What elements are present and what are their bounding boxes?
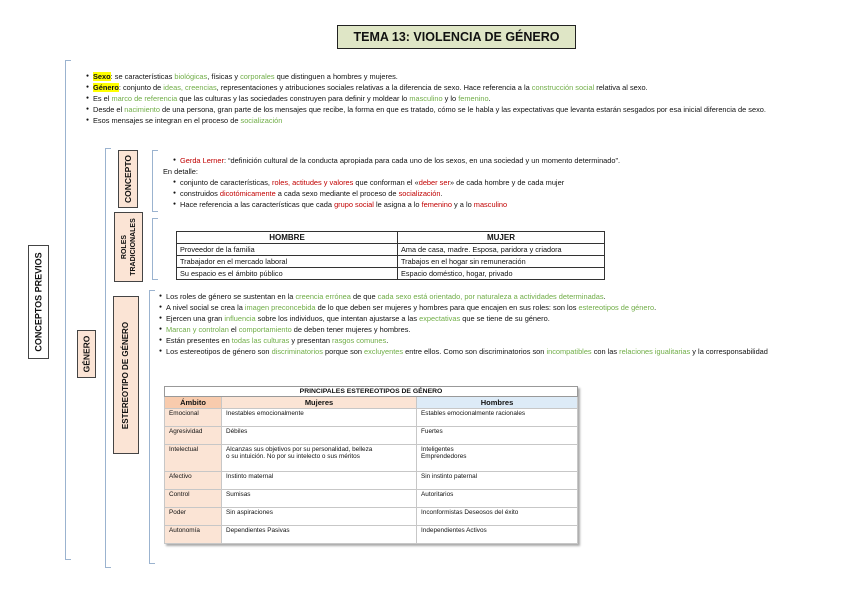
roles-label-2: TRADICIONALES: [129, 218, 137, 276]
list-item: ● Desde el nacimiento de una persona, gran parte de los mensajes que recibe, la forma en que es tratado, cómo se le habla y las expectativas que levanta estarán sesgados por esa inicial diferencia de sexo.: [86, 104, 816, 115]
list-item: ● Es el marco de referencia que las culturas y las sociedades construyen para definir y moldear lo masculino y lo femenino.: [86, 93, 816, 104]
estereotipos-table: [164, 386, 578, 544]
table-row: [165, 409, 578, 427]
estereotipo-brace: [149, 290, 150, 564]
list-item: ● Ejercen una gran influencia sobre los individuos, que intentan ajustarse a las expectativas que se tiene de su género.: [159, 313, 819, 324]
table-row: [165, 508, 578, 526]
list-item: ● Los roles de género se sustentan en la creencia errónea de que cada sexo está orientado, por naturaleza a actividades determinadas.: [159, 291, 819, 302]
table-row: Trabajador en el mercado laboral Trabajos en el hogar sin remuneración: [177, 256, 605, 268]
concepto-content: [163, 155, 803, 210]
cell-hombres: Sin instinto paternal: [417, 472, 578, 490]
list-item: ● Gerda Lerner: “definición cultural de la conducta apropiada para cada uno de los sexos, en una sociedad y un momento determinado”.: [173, 155, 803, 166]
header-ambito: Ámbito: [165, 397, 222, 409]
cell-mujeres: Sin aspiraciones: [222, 508, 417, 526]
cell-mujeres: Instinto maternal: [222, 472, 417, 490]
cell-ambito: Autonomía: [165, 526, 222, 544]
concepto-brace: [152, 150, 153, 212]
cell-mujeres: Dependientes Pasivas: [222, 526, 417, 544]
main-brace: [65, 60, 66, 560]
detail-label: En detalle:: [163, 167, 198, 176]
genero-label: GÉNERO: [81, 335, 92, 373]
table-row: [165, 427, 578, 445]
cell-ambito: Control: [165, 490, 222, 508]
page-title: TEMA 13: VIOLENCIA DE GÉNERO: [337, 25, 576, 49]
roles-brace: [152, 218, 153, 280]
cell-ambito: Poder: [165, 508, 222, 526]
table-header-row: [165, 397, 578, 409]
list-item: ● Hace referencia a las características que cada grupo social le asigna a lo femenino y a lo masculino: [173, 199, 803, 210]
roles-box: [114, 212, 143, 282]
table-row: Proveedor de la familia Ama de casa, madre. Esposa, paridora y criadora: [177, 244, 605, 256]
cell-hombres: Autoritarios: [417, 490, 578, 508]
concepto-box: [118, 150, 138, 208]
cell-hombres: Estables emocionalmente racionales: [417, 409, 578, 427]
header-mujeres: Mujeres: [222, 397, 417, 409]
cell-hombres: Inteligentes Emprendedores: [417, 445, 578, 472]
table-row: [165, 526, 578, 544]
cell-ambito: Agresividad: [165, 427, 222, 445]
header-hombre: HOMBRE: [177, 232, 398, 244]
table-row: [165, 445, 578, 472]
list-item: ● Los estereotipos de género son discriminatorios porque son excluyentes entre ellos. Como son discriminatorios son incompatibles con las relaciones igualitarias y la corresponsabilidad: [159, 346, 819, 357]
header-mujer: MUJER: [398, 232, 605, 244]
conceptos-previos-label: CONCEPTOS PREVIOS: [33, 252, 44, 352]
list-item: ● A nivel social se crea la imagen preconcebida de lo que deben ser mujeres y hombres para que encajen en sus roles: son los estereotipos de género.: [159, 302, 819, 313]
estereotipo-box: [113, 296, 139, 454]
estereotipo-label: ESTEREOTIPO DE GÉNERO: [121, 321, 131, 429]
table-row: [165, 490, 578, 508]
header-hombres: Hombres: [417, 397, 578, 409]
estereotipos-caption: PRINCIPALES ESTEREOTIPOS DE GÉNERO: [165, 387, 578, 397]
table-header-row: [177, 232, 605, 244]
conceptos-previos-box: [28, 245, 49, 359]
list-item: ● construidos dicotómicamente a cada sexo mediante el proceso de socialización.: [173, 188, 803, 199]
list-item: ● Están presentes en todas las culturas y presentan rasgos comunes.: [159, 335, 819, 346]
table-row: [165, 472, 578, 490]
estereotipo-list: [159, 291, 819, 357]
cell-mujeres: Débiles: [222, 427, 417, 445]
roles-table: [176, 231, 605, 280]
genero-brace: [105, 148, 106, 568]
genero-box: [77, 330, 96, 378]
list-item: ● conjunto de características, roles, actitudes y valores que conforman el «deber ser» de cada hombre y de cada mujer: [173, 177, 803, 188]
list-item: ● Esos mensajes se integran en el proceso de socialización: [86, 115, 816, 126]
cell-hombres: Independientes Activos: [417, 526, 578, 544]
list-item: ● Sexo: se características biológicas, físicas y corporales que distinguen a hombres y mujeres.: [86, 71, 816, 82]
roles-label-1: ROLES: [120, 234, 128, 260]
cell-hombres: Fuertes: [417, 427, 578, 445]
cell-mujeres: Alcanzas sus objetivos por su personalidad, belleza o su intuición. No por su intelecto o sus méritos: [222, 445, 417, 472]
cell-hombres: Inconformistas Deseosos del éxito: [417, 508, 578, 526]
cell-ambito: Emocional: [165, 409, 222, 427]
cell-ambito: Afectivo: [165, 472, 222, 490]
list-item: ● Género: conjunto de ideas, creencias, representaciones y atribuciones sociales relativas a la diferencia de sexo. Hace referencia a la construcción social relativa al sexo.: [86, 82, 816, 93]
intro-list: [86, 71, 816, 126]
table-row: Su espacio es el ámbito público Espacio doméstico, hogar, privado: [177, 268, 605, 280]
concepto-label: CONCEPTO: [123, 154, 133, 204]
list-item: ● Marcan y controlan el comportamiento de deben tener mujeres y hombres.: [159, 324, 819, 335]
cell-mujeres: Inestables emocionalmente: [222, 409, 417, 427]
cell-mujeres: Sumisas: [222, 490, 417, 508]
cell-ambito: Intelectual: [165, 445, 222, 472]
